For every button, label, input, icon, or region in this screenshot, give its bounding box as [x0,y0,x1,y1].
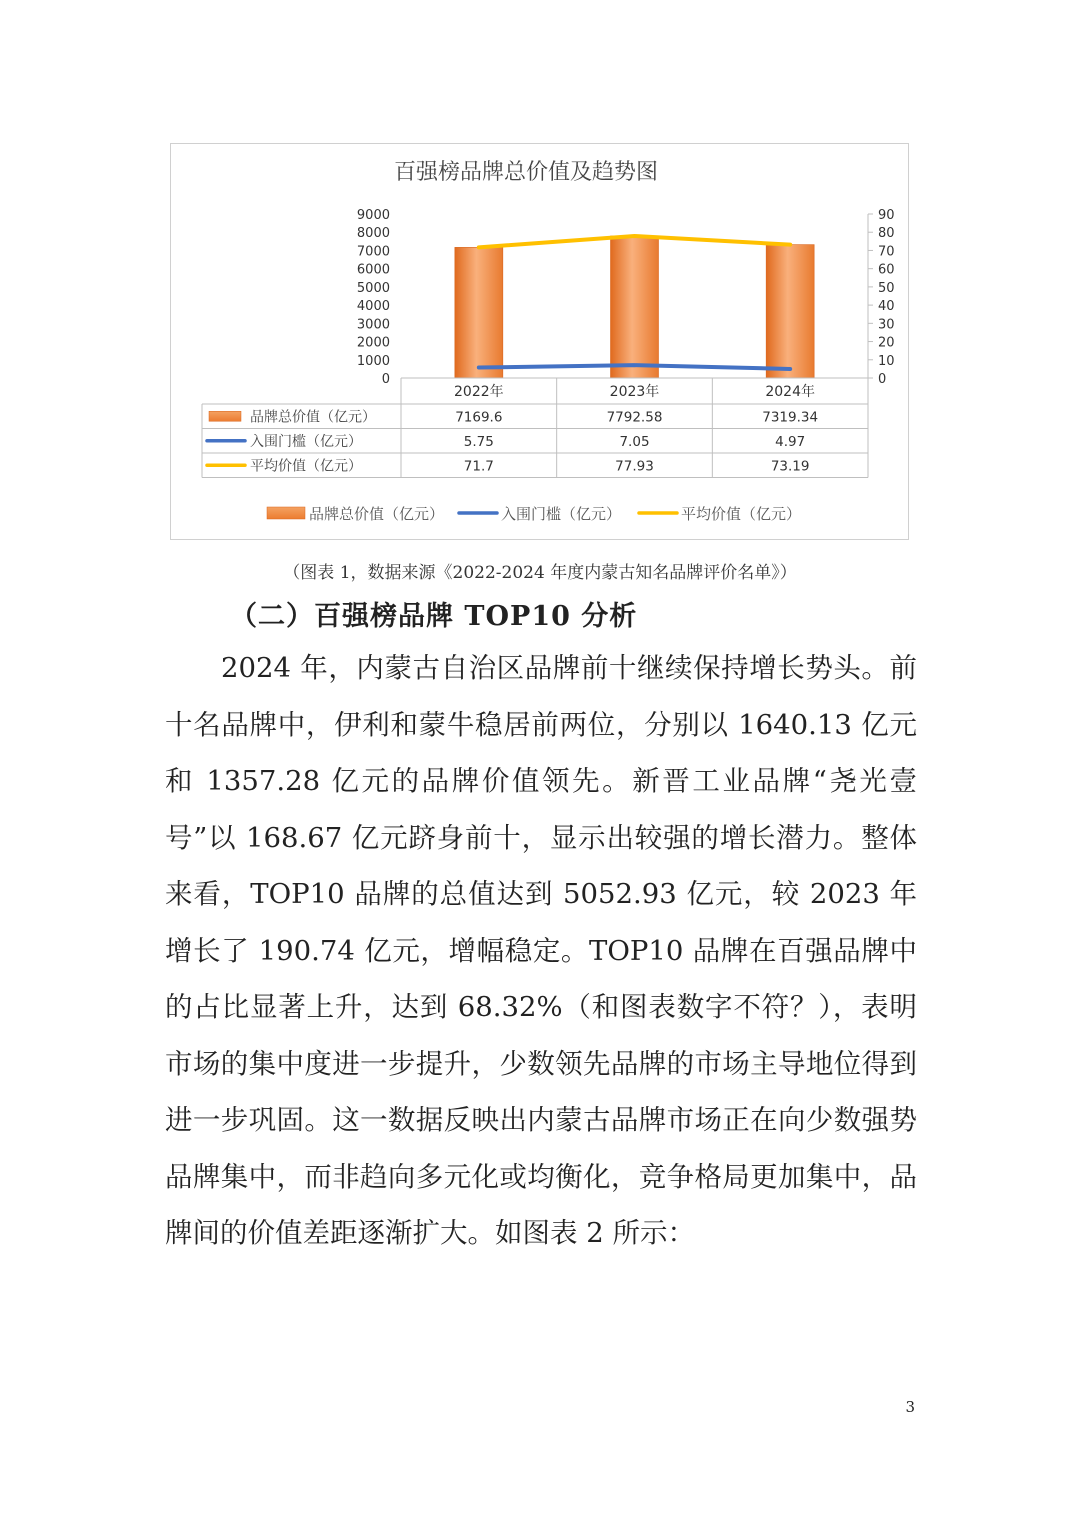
x-category-label: 2024年 [765,384,815,400]
chart-title: 百强榜品牌总价值及趋势图 [393,160,659,185]
table-legend-key [209,411,241,421]
table-cell-value: 5.75 [463,433,494,450]
table-cell-value: 4.97 [775,433,806,450]
y-right-tick-label: 30 [878,317,895,333]
legend-label: 品牌总价值（亿元） [309,505,445,523]
bar-2024年 [766,245,814,378]
table-series-name: 品牌总价值（亿元） [250,409,376,426]
table-cell-value: 7792.58 [606,409,663,426]
y-left-tick-label: 7000 [356,244,390,260]
y-right-tick-label: 40 [878,299,895,315]
y-right-tick-label: 80 [878,226,895,242]
table-cell-value: 7169.6 [455,409,503,426]
y-right-tick-label: 20 [878,335,895,351]
combo-chart [171,144,910,541]
chart-container [170,143,909,540]
x-category-label: 2023年 [609,384,660,400]
x-category-label: 2022年 [454,384,504,400]
legend-key-bar [267,507,305,519]
bar-2023年 [611,236,659,378]
figure-caption: （图表 1，数据来源《2022-2024 年度内蒙古知名品牌评价名单》） [283,563,797,583]
table-cell-value: 73.19 [770,458,810,475]
y-left-tick-label: 0 [381,372,390,387]
y-right-tick-label: 50 [878,280,895,296]
y-left-tick-label: 2000 [356,335,390,351]
y-right-tick-label: 90 [878,208,895,223]
legend-label: 入围门槛（亿元） [501,505,622,523]
y-left-tick-label: 3000 [356,317,390,333]
y-right-tick-label: 0 [878,372,887,387]
bar-2022年 [455,247,503,378]
table-series-name: 入围门槛（亿元） [250,433,362,450]
table-series-name: 平均价值（亿元） [250,458,362,475]
body-paragraph: 2024 年，内蒙古自治区品牌前十继续保持增长势头。前十名品牌中，伊利和蒙牛稳居前两位，分别以 1640.13 亿元和 1357.28 亿元的品牌价值领先。新晋工业品牌“尧光壹号”以 168.67 亿元跻身前十，显示出较强的增长潜力。整体来看，TOP10 品牌的总值达到 5052.93 亿元，较 2023 年增长了 190.74 亿元，增幅稳定。TOP10 品牌在百强品牌中的占比显著上升，达到 68.32%（和图表数字不符？），表明市场的集中度进一步提升，少数领先品牌的市场主导地位得到进一步巩固。这一数据反映出内蒙古品牌市场正在向少数强势品牌集中，而非趋向多元化或均衡化，竞争格局更加集中，品牌间的价值差距逐渐扩大。如图表 2 所示： [165,652,917,1249]
y-left-tick-label: 8000 [356,226,390,242]
legend-label: 平均价值（亿元） [681,505,802,523]
y-left-tick-label: 9000 [356,208,390,223]
table-cell-value: 71.7 [463,458,494,475]
page-number: 3 [905,1398,915,1416]
y-left-tick-label: 4000 [356,299,390,315]
table-cell-value: 7319.34 [762,409,819,426]
y-right-tick-label: 10 [878,353,895,369]
y-left-tick-label: 1000 [356,353,390,369]
y-right-tick-label: 60 [878,262,895,278]
y-left-tick-label: 6000 [356,262,390,278]
y-left-tick-label: 5000 [356,280,390,296]
table-cell-value: 7.05 [619,433,650,450]
table-cell-value: 77.93 [615,458,654,475]
section-heading: （二）百强榜品牌 TOP10 分析 [230,601,638,632]
y-right-tick-label: 70 [878,244,895,260]
